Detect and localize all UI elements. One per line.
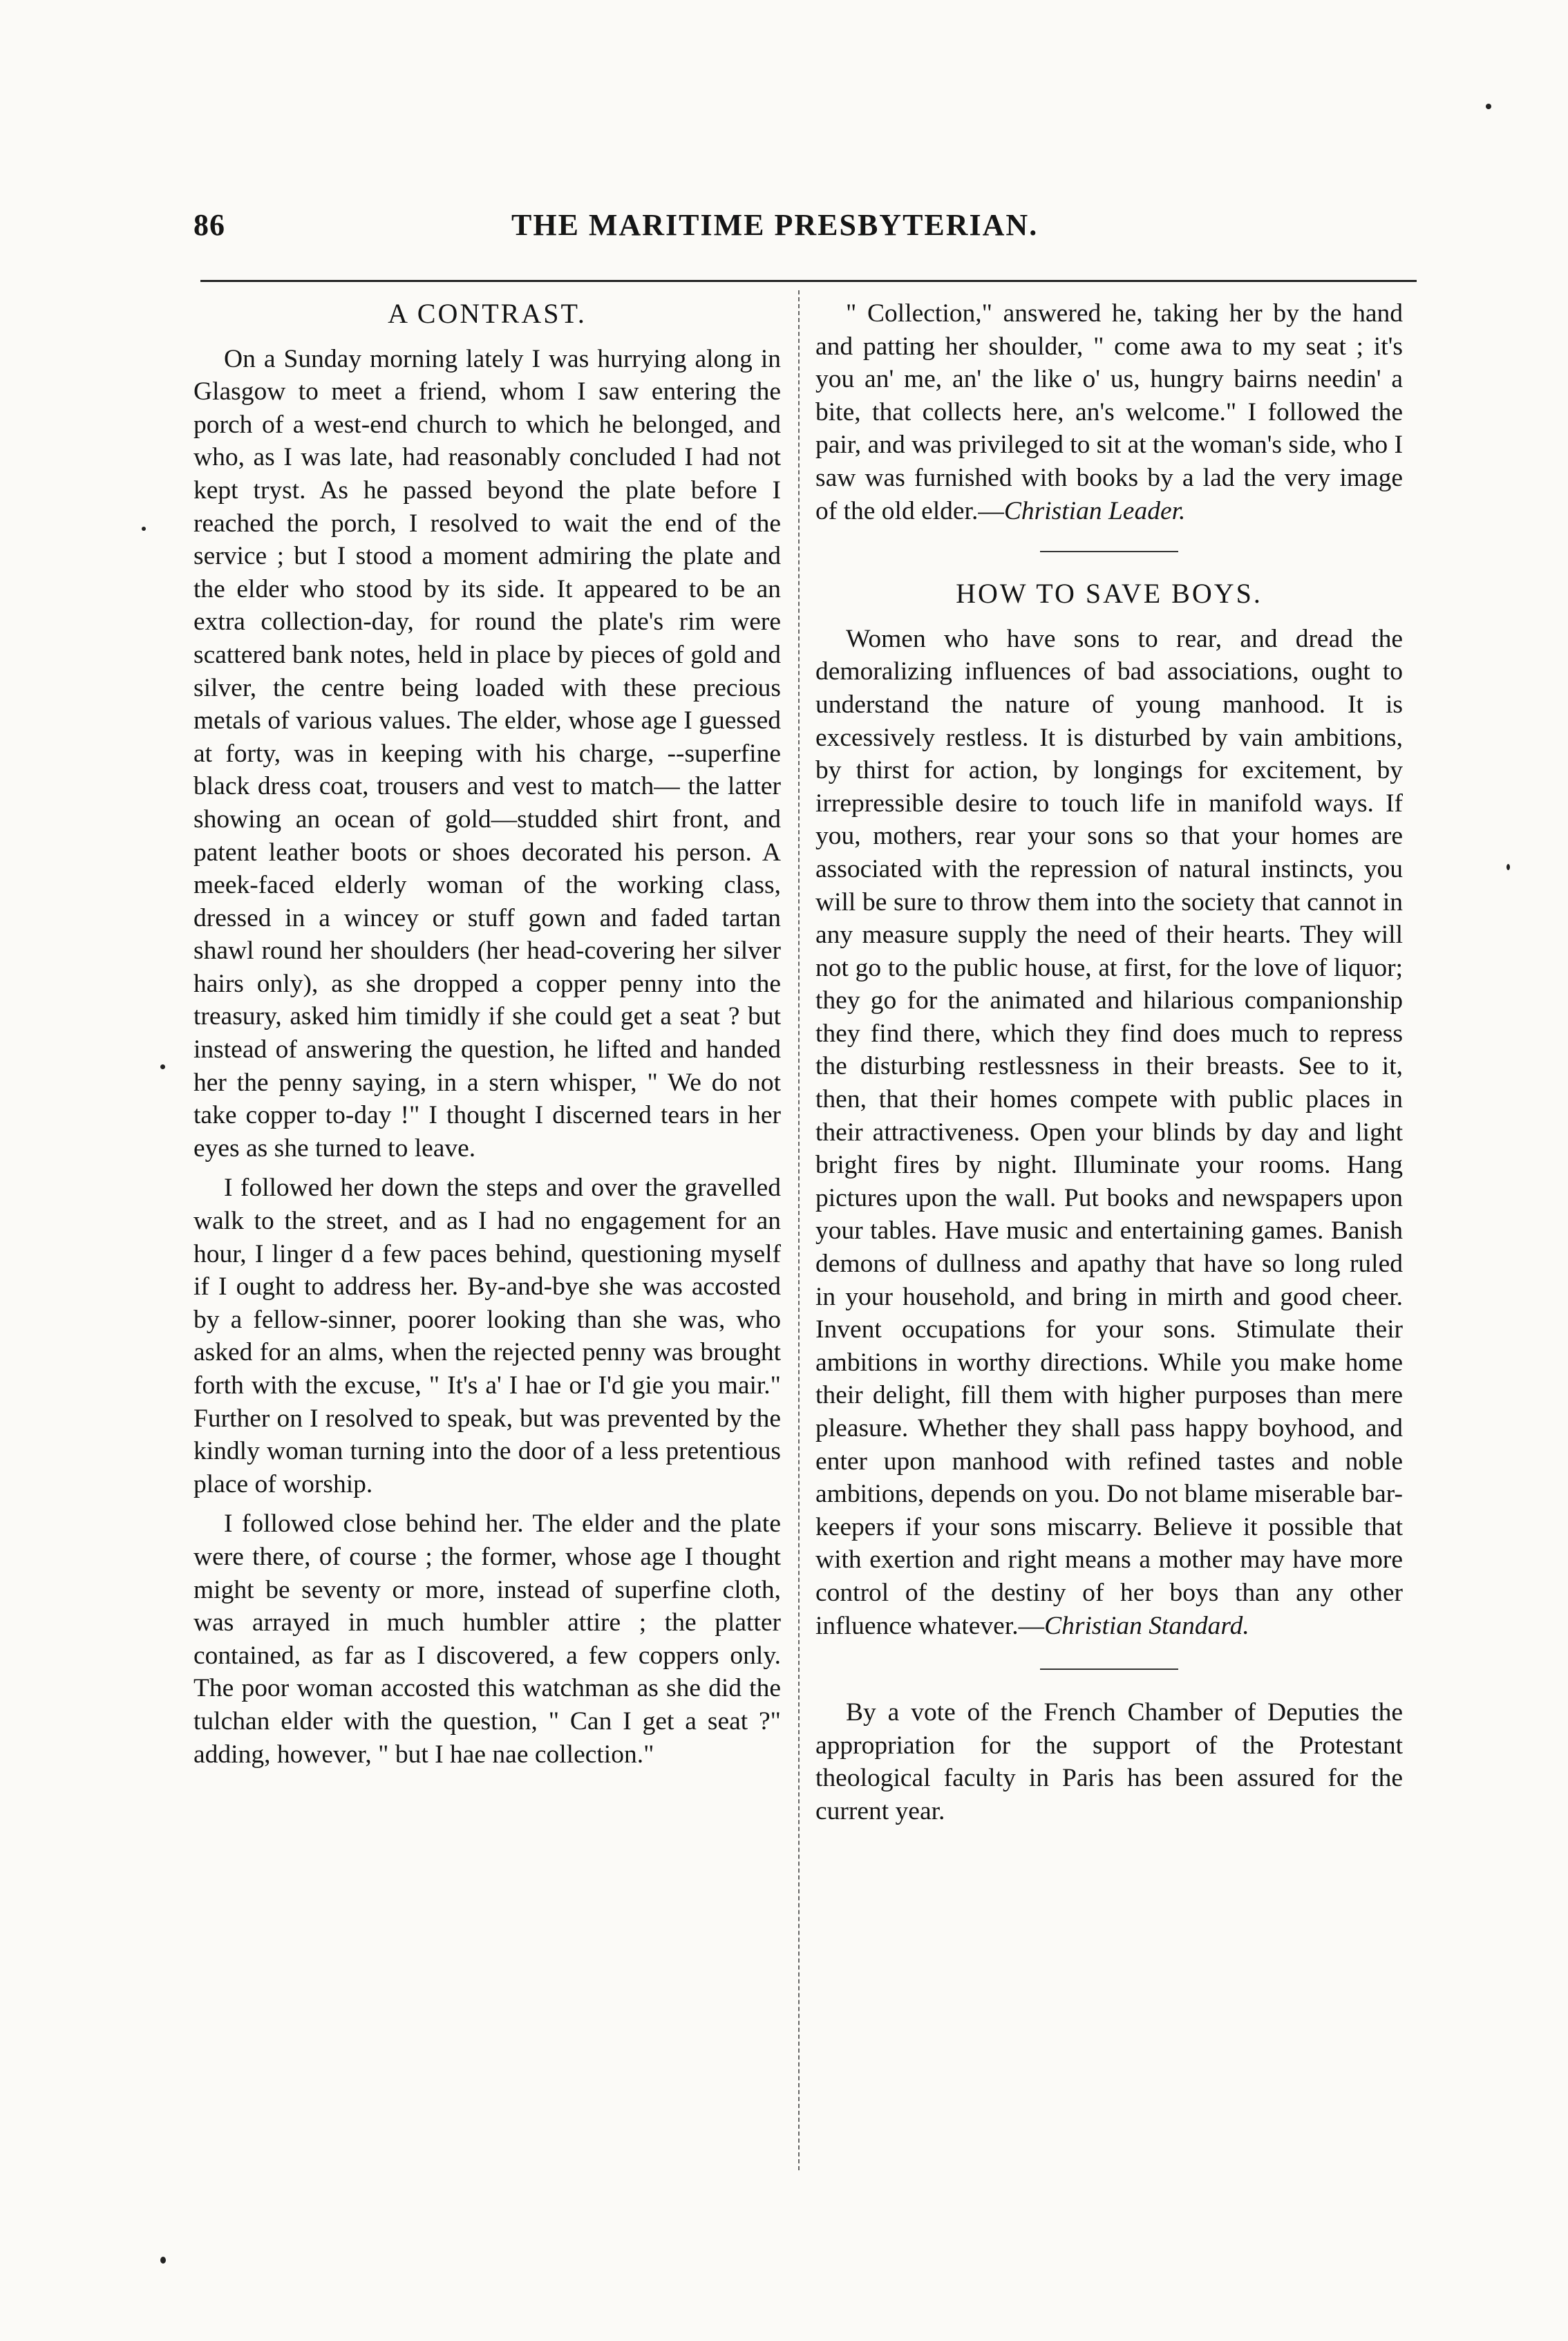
article-title-a-contrast: A CONTRAST. bbox=[388, 298, 587, 329]
article-paragraph: I followed her down the steps and over the gravelled walk to the street, and as I had no engagement for an hour, I linger d a few paces behind, questioning myself if I ought to address her. By-and-bye she was accosted by a fellow-sinner, poorer looking than she was, who asked for an alms, when the rejected penny was brought forth with the excuse, " It's a' I hae or I'd gie you mair." Further on I resolved to speak, but was prevented by the kindly woman turning into the door of a less pretentious place of worship. bbox=[193, 1174, 781, 1498]
print-speck bbox=[1486, 104, 1491, 109]
section-divider bbox=[1040, 1668, 1178, 1670]
page-header bbox=[193, 207, 1417, 263]
news-note: By a vote of the French Chamber of Deputies the appropriation for the support of the Protestant theological faculty in Paris has been assured for the current year. bbox=[815, 1698, 1403, 1825]
header-rule bbox=[200, 280, 1417, 282]
article-paragraph-continuation bbox=[815, 297, 1403, 527]
left-column bbox=[193, 297, 781, 1771]
column-divider bbox=[798, 290, 800, 2170]
article-paragraph bbox=[815, 623, 1403, 1642]
article-title-how-to-save-boys: HOW TO SAVE BOYS. bbox=[956, 578, 1263, 610]
article-paragraph: On a Sunday morning lately I was hurrying along in Glasgow to meet a friend, whom I saw entering the porch of a west-end church to which he belonged, and who, as I was late, had reasonably concluded I had not kept tryst. As he passed beyond the plate before I reached the porch, I resolved to wait the end of the service ; but I stood a moment admiring the plate and the elder who stood by its side. It appeared to be an extra collection-day, for round the plate's rim were scattered bank notes, held in place by pieces of gold and silver, the centre being loaded with these precious metals of various values. The elder, whose age I guessed at forty, was in keeping with his charge, --superfine black dress coat, trousers and vest to match— the latter showing an ocean of gold—studded shirt front, and patent leather boots or shoes decorated his person. A meek-faced elderly woman of the working class, dressed in a wincey or stuff gown and faded tartan shawl round her shoulders (her head-covering her silver hairs only), as she dropped a copper penny into the treasury, asked him timidly if she could get a seat ? but instead of answering the question, he lifted and handed her the penny saying, in a stern whisper, " We do not take copper to-day !" I thought I discerned tears in her eyes as she turned to leave. bbox=[193, 344, 781, 1163]
citation-christian-standard: Christian Standard. bbox=[1044, 1611, 1249, 1640]
continuation-text: " Collection," answered he, taking her by the hand and patting her shoulder, " come awa to my seat ; it's you an' me, an' the like o' us, hungry bairns needin' a bite, that collects here, an's welcome." I followed the pair, and was privileged to sit at the woman's side, who I saw was furnished with books by a lad the very image of the old elder.— bbox=[815, 299, 1403, 525]
citation-christian-leader: Christian Leader. bbox=[1003, 496, 1186, 525]
right-column bbox=[815, 297, 1403, 1828]
page-number: 86 bbox=[193, 208, 225, 242]
article-paragraph: I followed close behind her. The elder and the plate were there, of course ; the former, whose age I thought might be seventy or more, instead of superfine cloth, was arrayed in much humbler attire ; the platter contained, as far as I discovered, a few coppers only. The poor woman accosted this watchman as she did the tulchan elder with the question, " Can I get a seat ?" adding, however, " but I hae nae collection." bbox=[193, 1510, 781, 1769]
print-speck bbox=[1506, 864, 1510, 870]
print-speck bbox=[142, 527, 146, 531]
section-divider bbox=[1040, 551, 1178, 552]
print-speck bbox=[160, 1064, 165, 1069]
article-body: Women who have sons to rear, and dread the demoralizing influences of bad associations, ought to understand the nature of young manhood. It is excessively restless. It is disturbed by vain ambitions, by thirst for action, by longings for excitement, by irrepressible desire to touch life in manifold ways. If you, mothers, rear your sons so that your homes are associated with the repression of natural instincts, you will be sure to throw them into the society that cannot in any measure supply the need of their hearts. They will not go to the public house, at first, for the love of liquor; they go for the animated and hilarious companionship they find there, which they find does much to repress the disturbing restlessness in their breasts. See to it, then, that their homes compete with public places in their attractiveness. Open your blinds by day and light bright fires by night. Illuminate your rooms. Hang pictures upon the wall. Put books and newspapers upon your tables. Have music and entertaining games. Banish demons of dullness and apathy that have so long ruled in your household, and bring in mirth and good cheer. Invent occupations for your sons. Stimulate their ambitions in worthy directions. While you make home their delight, fill them with higher purposes than mere pleasure. Whether they shall pass happy boyhood, and enter upon manhood with refined tastes and noble ambitions, depends on you. Do not blame miserable bar-keepers if your sons miscarry. Believe it possible that with exertion and right means a mother may have more control of the destiny of her boys than any other influence whatever.— bbox=[815, 624, 1403, 1640]
running-title: THE MARITIME PRESBYTERIAN. bbox=[511, 208, 1039, 242]
print-speck bbox=[160, 2257, 166, 2264]
